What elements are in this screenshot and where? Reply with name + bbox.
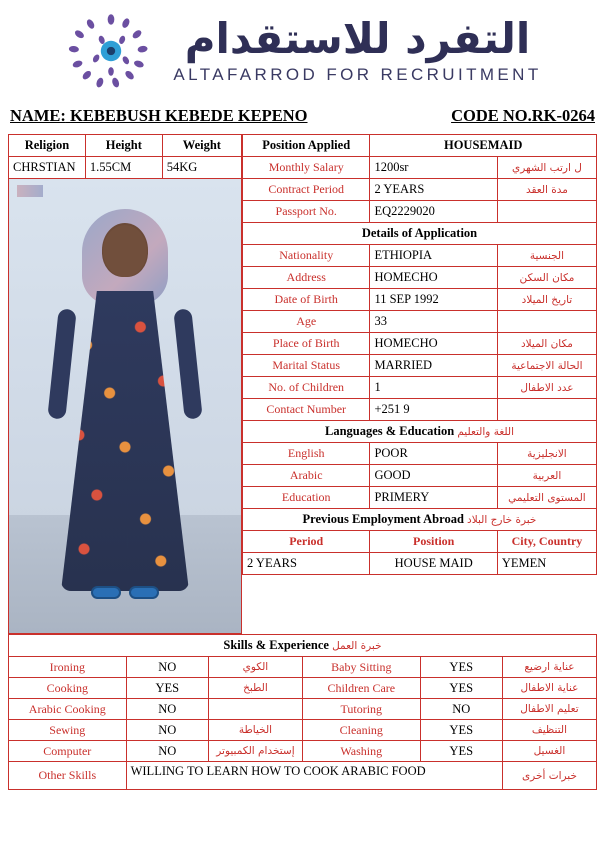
label-baby-sitting: Baby Sitting (302, 657, 420, 678)
skills-table (8, 634, 597, 790)
label-children-care: Children Care (302, 678, 420, 699)
arabic-passport-no (497, 201, 596, 223)
table-row (243, 311, 597, 333)
value-arabic: GOOD (370, 465, 497, 487)
table-row (243, 179, 597, 201)
value-english: POOR (370, 443, 497, 465)
value-cooking: YES (126, 678, 208, 699)
value-no-of-children: 1 (370, 377, 497, 399)
value-weight: 54KG (162, 157, 241, 179)
photo-corner-mark (17, 185, 43, 197)
value-marital-status: MARRIED (370, 355, 497, 377)
table-row (243, 487, 597, 509)
value-baby-sitting: YES (420, 657, 502, 678)
value-position-applied: HOUSEMAID (370, 135, 597, 157)
label-other-skills: Other Skills (9, 762, 127, 790)
logo-wordmark (173, 13, 542, 85)
arabic-education: المستوى التعليمي (497, 487, 596, 509)
value-education: PRIMERY (370, 487, 497, 509)
label-no-of-children: No. of Children (243, 377, 370, 399)
label-contact-number: Contact Number (243, 399, 370, 421)
label-marital-status: Marital Status (243, 355, 370, 377)
value-washing: YES (420, 741, 502, 762)
label-place-of-birth: Place of Birth (243, 333, 370, 355)
value-age: 33 (370, 311, 497, 333)
label-nationality: Nationality (243, 245, 370, 267)
skills-title-ar: خبرة العمل (332, 640, 382, 652)
arabic-sewing: الخياطة (208, 720, 302, 741)
previous-employment-title-en: Previous Employment Abroad (302, 512, 464, 526)
arabic-marital-status: الحالة الاجتماعية (497, 355, 596, 377)
value-monthly-salary: 1200sr (370, 157, 497, 179)
skills-title-en: Skills & Experience (223, 638, 329, 652)
arabic-arabic-cooking (208, 699, 302, 720)
value-cleaning: YES (420, 720, 502, 741)
table-row (243, 267, 597, 289)
table-row (9, 741, 597, 762)
table-row (9, 678, 597, 699)
arabic-cooking: الطبخ (208, 678, 302, 699)
label-date-of-birth: Date of Birth (243, 289, 370, 311)
value-city-country: YEMEN (497, 553, 596, 575)
header-city-country: City, Country (497, 531, 596, 553)
arabic-computer: إستخدام الكمبيوتر (208, 741, 302, 762)
document-header (8, 0, 597, 96)
table-row (243, 201, 597, 223)
arabic-contract-period: مدة العقد (497, 179, 596, 201)
arabic-other-skills: خبرات أخرى (502, 762, 596, 790)
arabic-date-of-birth: تاريخ الميلاد (497, 289, 596, 311)
arabic-no-of-children: عدد الاطفال (497, 377, 596, 399)
languages-title-en: Languages & Education (324, 424, 455, 438)
label-passport-no: Passport No. (243, 201, 370, 223)
value-contact-number: +251 9 (370, 399, 497, 421)
dots-circle-logo-icon (63, 12, 159, 90)
arabic-english: الانجليزية (497, 443, 596, 465)
arabic-address: مكان السكن (497, 267, 596, 289)
label-age: Age (243, 311, 370, 333)
table-row (243, 399, 597, 421)
value-children-care: YES (420, 678, 502, 699)
label-tutoring: Tutoring (302, 699, 420, 720)
arabic-nationality: الجنسية (497, 245, 596, 267)
application-details-table (242, 134, 597, 575)
table-row (243, 245, 597, 267)
value-address: HOMECHO (370, 267, 497, 289)
previous-employment-title-ar: خبرة خارج البلاد (467, 514, 537, 526)
label-english: English (243, 443, 370, 465)
label-arabic: Arabic (243, 465, 370, 487)
value-position: HOUSE MAID (370, 553, 497, 575)
arabic-baby-sitting: عناية ارضيع (502, 657, 596, 678)
photo-image (9, 179, 241, 633)
arabic-age (497, 311, 596, 333)
name-label: NAME: (10, 106, 66, 125)
value-period: 2 YEARS (243, 553, 370, 575)
label-arabic-cooking: Arabic Cooking (9, 699, 127, 720)
table-row (243, 553, 597, 575)
value-date-of-birth: 11 SEP 1992 (370, 289, 497, 311)
applicant-name (10, 106, 308, 126)
header-weight: Weight (162, 135, 241, 157)
main-body (8, 134, 597, 634)
label-computer: Computer (9, 741, 127, 762)
arabic-monthly-salary: ل ارتب الشهري (497, 157, 596, 179)
arabic-ironing: الكوي (208, 657, 302, 678)
previous-employment-title (243, 509, 597, 531)
table-row (243, 377, 597, 399)
table-row (9, 720, 597, 741)
code-number: CODE NO.RK-0264 (451, 106, 595, 125)
label-ironing: Ironing (9, 657, 127, 678)
personal-basic-table (8, 134, 242, 634)
arabic-tutoring: تعليم الاطفال (502, 699, 596, 720)
value-height: 1.55CM (85, 157, 162, 179)
languages-title-ar: اللغة والتعليم (457, 426, 514, 438)
arabic-contact-number (497, 399, 596, 421)
header-religion: Religion (9, 135, 86, 157)
arabic-children-care: عناية الاطفال (502, 678, 596, 699)
value-computer: NO (126, 741, 208, 762)
value-tutoring: NO (420, 699, 502, 720)
value-arabic-cooking: NO (126, 699, 208, 720)
label-cleaning: Cleaning (302, 720, 420, 741)
arabic-place-of-birth: مكان الميلاد (497, 333, 596, 355)
right-column (242, 134, 597, 634)
value-ironing: NO (126, 657, 208, 678)
header-height: Height (85, 135, 162, 157)
label-sewing: Sewing (9, 720, 127, 741)
table-row (9, 762, 597, 790)
name-value: KEBEBUSH KEBEDE KEPENO (70, 106, 308, 125)
value-nationality: ETHIOPIA (370, 245, 497, 267)
value-contract-period: 2 YEARS (370, 179, 497, 201)
header-position: Position (370, 531, 497, 553)
table-row (243, 157, 597, 179)
arabic-cleaning: التنظيف (502, 720, 596, 741)
label-cooking: Cooking (9, 678, 127, 699)
table-row (243, 355, 597, 377)
header-period: Period (243, 531, 370, 553)
arabic-washing: الغسيل (502, 741, 596, 762)
languages-section-title (243, 421, 597, 443)
table-row (243, 443, 597, 465)
table-row (243, 465, 597, 487)
value-place-of-birth: HOMECHO (370, 333, 497, 355)
skills-section-title (9, 635, 597, 657)
logo-arabic-text: التفرد للاستقدام (184, 13, 531, 63)
name-code-row (8, 96, 597, 134)
value-sewing: NO (126, 720, 208, 741)
details-section-title: Details of Application (243, 223, 597, 245)
value-religion: CHRSTIAN (9, 157, 86, 179)
table-row (243, 333, 597, 355)
label-washing: Washing (302, 741, 420, 762)
label-address: Address (243, 267, 370, 289)
left-column (8, 134, 242, 634)
table-row (243, 289, 597, 311)
label-monthly-salary: Monthly Salary (243, 157, 370, 179)
value-other-skills: WILLING TO LEARN HOW TO COOK ARABIC FOOD (126, 762, 502, 790)
logo-english-text: ALTAFARROD FOR RECRUITMENT (173, 65, 542, 85)
value-passport-no: EQ2229020 (370, 201, 497, 223)
applicant-photo (9, 179, 242, 634)
table-row (9, 699, 597, 720)
label-education: Education (243, 487, 370, 509)
table-row (9, 657, 597, 678)
arabic-arabic: العربية (497, 465, 596, 487)
label-contract-period: Contract Period (243, 179, 370, 201)
header-position-applied: Position Applied (243, 135, 370, 157)
